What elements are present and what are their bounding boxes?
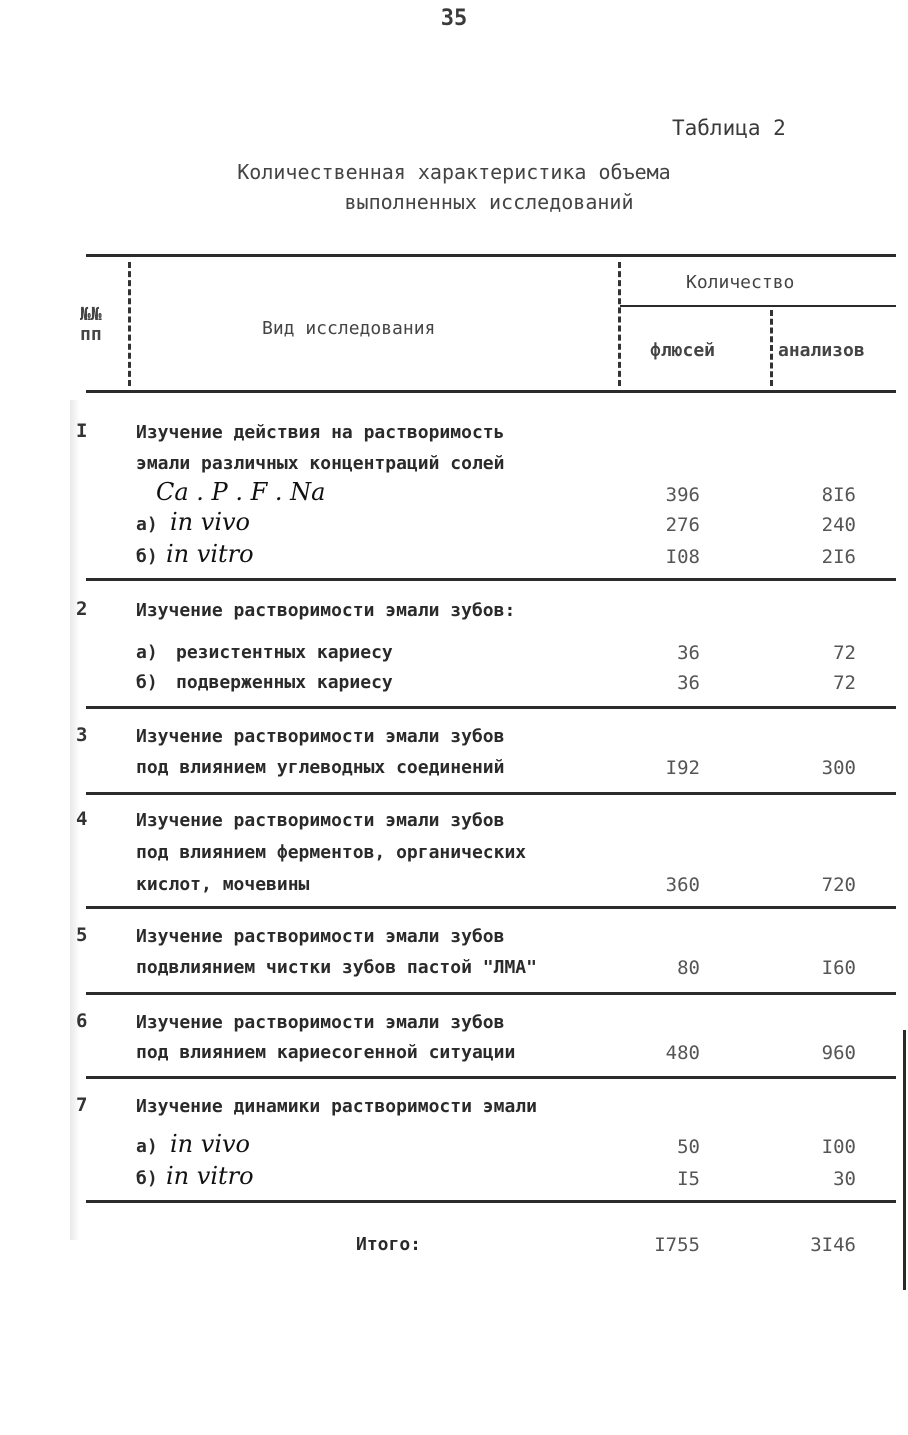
- row2-line1: Изучение растворимости эмали зубов:: [136, 600, 516, 621]
- row1-v2: 8I6: [821, 484, 856, 506]
- row2a-text: резистентных кариесу: [176, 642, 393, 663]
- row2-rule: [86, 706, 896, 709]
- header-type: Вид исследования: [262, 318, 436, 339]
- row5-line2: подвлиянием чистки зубов пастой "ЛМА": [136, 957, 537, 978]
- header-sub2: анализов: [778, 340, 865, 361]
- row6-line2: под влиянием кариесогенной ситуации: [136, 1042, 516, 1063]
- row1a-v2: 240: [821, 514, 856, 536]
- row7b-text: in vitro: [166, 1162, 254, 1190]
- header-divider-3: [770, 310, 773, 386]
- row1a-text: in vivo: [170, 508, 251, 536]
- row6-num: 6: [76, 1010, 88, 1032]
- row1b-v2: 2I6: [821, 546, 856, 568]
- row3-v2: 300: [821, 757, 856, 779]
- header-divider-2: [618, 262, 621, 386]
- row2a-v2: 72: [833, 642, 856, 664]
- row5-num: 5: [76, 924, 88, 946]
- row2b-v2: 72: [833, 672, 856, 694]
- row4-num: 4: [76, 808, 88, 830]
- row7b-v2: 30: [833, 1168, 856, 1190]
- quantity-subheader-rule: [620, 305, 896, 307]
- total-v1: I755: [654, 1234, 700, 1256]
- row1a-label: а): [136, 514, 158, 535]
- row1-line2: эмали различных концентраций солей: [136, 453, 505, 474]
- row7b-v1: I5: [677, 1168, 700, 1190]
- row7-line1: Изучение динамики растворимости эмали: [136, 1096, 537, 1117]
- row3-line1: Изучение растворимости эмали зубов: [136, 726, 505, 747]
- row2-num: 2: [76, 598, 88, 620]
- row5-v1: 80: [677, 957, 700, 979]
- table-bottom-rule: [86, 1200, 896, 1203]
- header-divider-1: [128, 262, 131, 386]
- total-label: Итого:: [356, 1234, 422, 1255]
- header-num-text: №№ пп: [80, 304, 102, 345]
- row2b-text: подверженных кариесу: [176, 672, 393, 693]
- row7b-label: б): [136, 1168, 158, 1189]
- header-quantity: Количество: [686, 272, 795, 293]
- row2a-v1: 36: [677, 642, 700, 664]
- row6-rule: [86, 1076, 896, 1079]
- row1-num: I: [76, 420, 88, 442]
- row4-line1: Изучение растворимости эмали зубов: [136, 810, 505, 831]
- row3-rule: [86, 792, 896, 795]
- row7-num: 7: [76, 1094, 88, 1116]
- row1-line1: Изучение действия на растворимость: [136, 422, 505, 443]
- row4-line2: под влиянием ферментов, органических: [136, 842, 527, 863]
- table-title-line1: Количественная характеристика объема: [237, 160, 671, 184]
- row7a-label: а): [136, 1136, 158, 1157]
- row4-v1: 360: [665, 874, 700, 896]
- row6-v1: 480: [665, 1042, 700, 1064]
- row2b-v1: 36: [677, 672, 700, 694]
- row5-v2: I60: [821, 957, 856, 979]
- row6-line1: Изучение растворимости эмали зубов: [136, 1012, 505, 1033]
- row3-v1: I92: [665, 757, 700, 779]
- page-number: 35: [440, 6, 468, 31]
- total-v2: 3I46: [810, 1234, 856, 1256]
- header-num: [80, 305, 120, 345]
- header-bottom-rule: [86, 390, 896, 393]
- row1-formula: Ca . P . F . Na: [156, 478, 326, 506]
- row2b-label: б): [136, 672, 158, 693]
- row7a-v2: I00: [821, 1136, 856, 1158]
- row1-v1: 396: [665, 484, 700, 506]
- row2a-label: а): [136, 642, 158, 663]
- table-label: Таблица 2: [672, 116, 786, 140]
- row1b-text: in vitro: [166, 540, 254, 568]
- row4-rule: [86, 906, 896, 909]
- row3-line2: под влиянием углеводных соединений: [136, 757, 505, 778]
- row7a-v1: 50: [677, 1136, 700, 1158]
- row5-rule: [86, 992, 896, 995]
- row1b-v1: I08: [665, 546, 700, 568]
- table-top-rule: [86, 254, 896, 257]
- row3-num: 3: [76, 724, 88, 746]
- row1a-v1: 276: [665, 514, 700, 536]
- row5-line1: Изучение растворимости эмали зубов: [136, 926, 505, 947]
- row6-v2: 960: [821, 1042, 856, 1064]
- row4-line3: кислот, мочевины: [136, 874, 310, 895]
- row1b-label: б): [136, 546, 158, 567]
- table-title-line2: выполненных исследований: [344, 190, 634, 214]
- row4-v2: 720: [821, 874, 856, 896]
- row1-rule: [86, 578, 896, 581]
- scan-edge: [903, 1030, 906, 1290]
- header-sub1: флюсей: [650, 340, 716, 361]
- row7a-text: in vivo: [170, 1130, 251, 1158]
